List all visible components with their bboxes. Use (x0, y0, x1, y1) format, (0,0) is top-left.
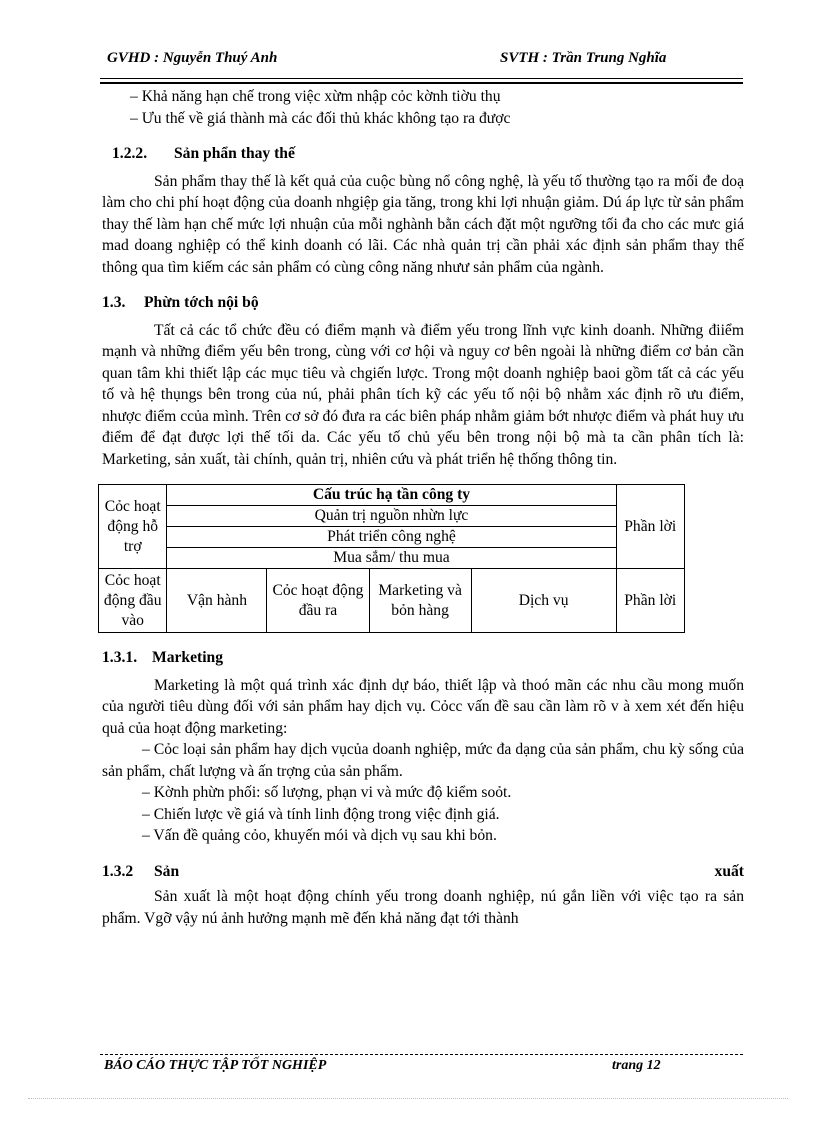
bullet-item: – Khả năng hạn chế trong việc xừm nhập cỏc kờnh tiờu thụ (130, 88, 501, 105)
heading-number: 1.3. (102, 294, 126, 311)
table-row: Phát triển công nghệ (167, 527, 616, 548)
paragraph: Sản phẩm thay thế là kết quả của cuộc bùng nổ công nghệ, là yếu tố thường tạo ra mối đe doạ làm cho chi phí hoạt động của doanh nhgiệp gia tăng, trong khi lợi nhuận giảm. Dú áp lực từ sản phẩm thay thế làm hạn chế mức lợi nhuận của mỗi nghành bằn cách đặt một ngưỡng tối đa cho các mưc giá mad doang nghiệp có thể kinh doanh có lãi. Các nhà quản trị cần phải xác định sản phẩm thay thế thông qua tìm kiếm các sản phẩm có cùng công năng nhưư sản phẩm của ngành. (102, 172, 744, 276)
list-item: – Cỏc loại sản phẩm hay dịch vụcủa doanh nghiệp, mức đa dạng của sản phẩm, chu kỳ sống của sản phẩm, chất lượng và ấn trợng của sản phẩm. (102, 741, 744, 780)
heading-1-3-1 (102, 647, 744, 669)
heading-number: 1.2.2. (112, 145, 148, 162)
header-rule-thin (100, 78, 743, 79)
paragraph: Tất cả các tổ chức đều có điểm mạnh và điểm yếu trong lĩnh vực kinh doanh. Những điiểm mạnh và những điểm yếu bên trong, cùng với cơ hội và nguy cơ bên ngoài là những điểm cơ bản cần quan tâm khi thiết lập các mục tiêu và chgiến lược. Trong một doanh nghiệp baoi gồm tất cả các yếu tố và hệ thụngs bên trong của nú, phải phân tích kỹ các yếu tố nội bộ nhằm xác định rõ ưu điểm, nhược điểm ccủa mình. Trên cơ sở đó đưa ra các biên pháp nhằm giảm bớt nhược điểm và phát huy ưu điểm để đạt được lợi thế tối da. Các yếu tố chủ yếu bên trong nội bộ mà ta cần phân tích là: Marketing, sản xuất, tài chính, quản trị, nhiên cứu và phát triển hệ thống thông tin. (102, 321, 744, 468)
heading-1-3-2 (102, 861, 744, 883)
header-rule-thick (100, 82, 743, 84)
heading-number: 1.3.1. (102, 649, 138, 666)
paragraph: Sản xuất là một hoạt động chính yếu trong doanh nghiệp, nú gắn liền với việc tạo ra sản phẩm. Vgỡ vậy nú ảnh hưởng mạnh mẽ đến khả năng đạt tới thành (102, 888, 744, 927)
heading-title: Marketing (152, 649, 224, 666)
document-body (102, 86, 744, 929)
table-title: Cấu trúc hạ tần công ty (167, 485, 616, 506)
bullet-item: – Ưu thế về giá thành mà các đối thủ khác không tạo ra được (130, 109, 511, 127)
footer-report-title: BÁO CÁO THỰC TẬP TỐT NGHIỆP (104, 1058, 327, 1073)
paragraph: Marketing là một quá trình xác định dự báo, thiết lập và thoó mãn các nhu cầu mong muốn của người tiêu dùng đối với sản phẩm hay dịch vụ. Cỏcc vấn đề sau cần làm rõ v à xem xét đến hiệu quả của hoạt động marketing: (102, 676, 744, 737)
page-edge (28, 1098, 788, 1099)
heading-left (102, 861, 179, 883)
support-activities-label: Cỏc hoạt động hỗ trợ (99, 485, 167, 569)
primary-activity-cell: Cỏc hoạt động đầu vào (99, 569, 167, 633)
heading-number: 1.3.2 (102, 862, 134, 880)
list-item: – Vấn đề quảng cỏo, khuyến mói và dịch vụ sau khi bỏn. (142, 827, 497, 844)
footer-rule (100, 1054, 743, 1055)
list-item: – Kờnh phừn phối: số lượng, phạn vi và mức độ kiểm soỏt. (142, 784, 512, 801)
margin-label: Phần lời (616, 485, 685, 569)
heading-title: Sản (154, 862, 180, 880)
primary-activity-cell: Dịch vụ (471, 569, 616, 633)
heading-title: Phừn tớch nội bộ (144, 294, 259, 311)
primary-activity-cell: Vận hành (167, 569, 267, 633)
value-chain-table (98, 484, 685, 633)
footer-page-number: trang 12 (612, 1058, 661, 1073)
margin-label: Phần lời (616, 569, 685, 633)
table-row: Quản trị nguồn nhừn lực (167, 506, 616, 527)
heading-1-3 (102, 292, 744, 314)
list-item: – Chiến lược về giá và tính linh động trong việc định giá. (142, 805, 500, 823)
primary-activity-cell: Marketing và bỏn hàng (369, 569, 471, 633)
heading-1-2-2 (102, 143, 744, 165)
primary-activity-cell: Cỏc hoạt động đầu ra (267, 569, 369, 633)
heading-title: Sản phẩn thay thế (174, 145, 295, 162)
table-row: Mua sắm/ thu mua (167, 548, 616, 569)
header-supervisor: GVHD : Nguyễn Thuý Anh (107, 50, 278, 66)
header-student: SVTH : Trần Trung Nghĩa (500, 50, 667, 66)
heading-title-end: xuất (714, 862, 744, 880)
